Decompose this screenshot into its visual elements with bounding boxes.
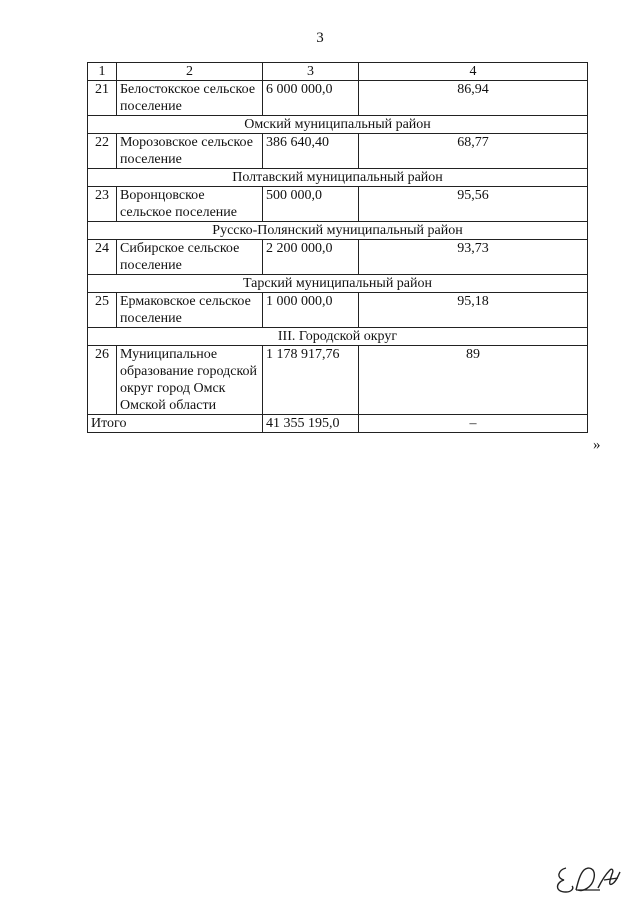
percent-cell: 95,18 [359, 293, 588, 328]
settlement-name: Воронцовское сельское поселение [117, 187, 263, 222]
table-row [88, 346, 588, 415]
table-row [88, 187, 588, 222]
table-row [88, 134, 588, 169]
amount-cell: 1 000 000,0 [263, 293, 359, 328]
closing-quote: » [593, 437, 601, 453]
row-number: 25 [88, 293, 117, 328]
amount-cell: 6 000 000,0 [263, 81, 359, 116]
section-row [88, 328, 588, 346]
amount-cell: 386 640,40 [263, 134, 359, 169]
row-number: 21 [88, 81, 117, 116]
percent-cell: 93,73 [359, 240, 588, 275]
percent-cell: 68,77 [359, 134, 588, 169]
section-row [88, 275, 588, 293]
row-number: 22 [88, 134, 117, 169]
total-amount: 41 355 195,0 [263, 415, 359, 433]
section-title: Тарский муниципальный район [88, 275, 588, 293]
settlement-name: Муниципальное образование городской округ город Омск Омской области [117, 346, 263, 415]
table-row [88, 293, 588, 328]
column-header: 1 [88, 63, 117, 81]
section-title: Омский муниципальный район [88, 116, 588, 134]
page-number: 3 [316, 30, 324, 46]
settlement-name: Ермаковское сельское поселение [117, 293, 263, 328]
percent-cell: 95,56 [359, 187, 588, 222]
column-header: 4 [359, 63, 588, 81]
settlement-name: Белостокское сельское поселение [117, 81, 263, 116]
section-title: Полтавский муниципальный район [88, 169, 588, 187]
section-title: Русско-Полянский муниципальный район [88, 222, 588, 240]
total-percent: – [359, 415, 588, 433]
total-label: Итого [88, 415, 263, 433]
amount-cell: 500 000,0 [263, 187, 359, 222]
row-number: 26 [88, 346, 117, 415]
section-row [88, 222, 588, 240]
amount-cell: 2 200 000,0 [263, 240, 359, 275]
section-row [88, 169, 588, 187]
column-header: 3 [263, 63, 359, 81]
table-row [88, 81, 588, 116]
column-header: 2 [117, 63, 263, 81]
percent-cell: 89 [359, 346, 588, 415]
header-row [88, 63, 588, 81]
amount-cell: 1 178 917,76 [263, 346, 359, 415]
row-number: 24 [88, 240, 117, 275]
settlement-name: Морозовское сельское поселение [117, 134, 263, 169]
section-title: III. Городской округ [88, 328, 588, 346]
total-row [88, 415, 588, 433]
allocation-table [87, 62, 588, 433]
table-row [88, 240, 588, 275]
section-row [88, 116, 588, 134]
settlement-name: Сибирское сельское поселение [117, 240, 263, 275]
handwritten-signature [552, 860, 624, 905]
row-number: 23 [88, 187, 117, 222]
percent-cell: 86,94 [359, 81, 588, 116]
